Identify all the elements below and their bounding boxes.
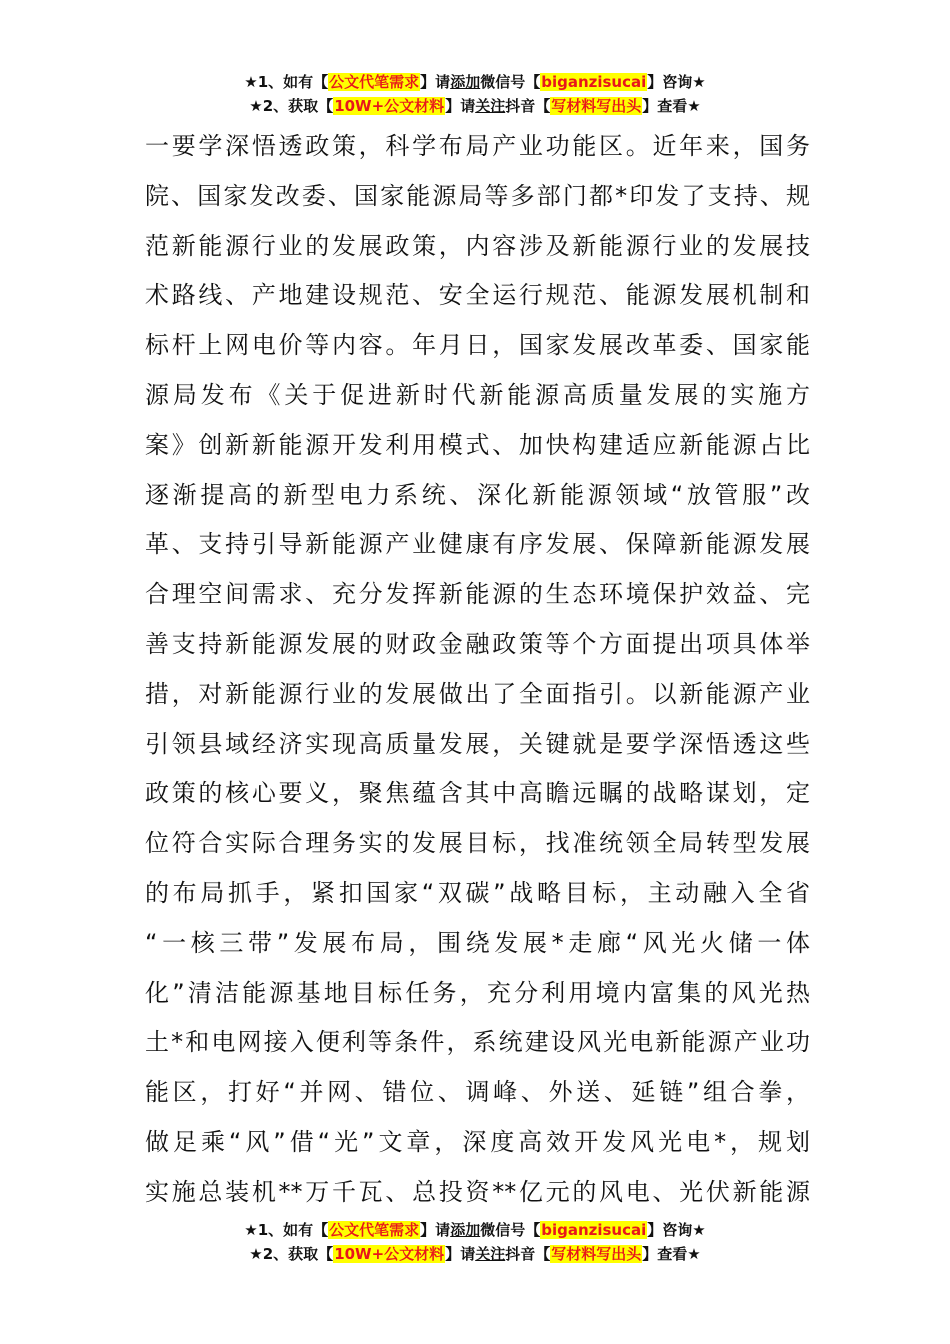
- body-line: 源局发布《关于促进新时代新能源高质量发展的实施方: [145, 380, 810, 409]
- banner-line-2: ★2、获取【10W+公文材料】请关注抖音【写材料写出头】查看★: [249, 97, 701, 115]
- highlight-materials: 10W+公文材料: [334, 1245, 445, 1263]
- header-banner: [0, 70, 950, 118]
- highlight-wechat-id: biganzisucai: [541, 73, 647, 91]
- body-line: 院、国家发改委、国家能源局等多部门都*印发了支持、规: [145, 181, 810, 210]
- body-line: 引领县域经济实现高质量发展，关键就是要学深悟透这些: [145, 729, 810, 758]
- body-line: 措，对新能源行业的发展做出了全面指引。以新能源产业: [145, 679, 810, 708]
- body-line: 一要学深悟透政策，科学布局产业功能区。近年来，国务: [145, 132, 810, 160]
- body-line: “一核三带”发展布局，围绕发展*走廊“风光火储一体: [145, 928, 810, 957]
- body-line: 政策的核心要义，聚焦蕴含其中高瞻远瞩的战略谋划，定: [145, 779, 810, 808]
- body-line: 合理空间需求、充分发挥新能源的生态环境保护效益、完: [145, 580, 810, 609]
- body-line: 化”清洁能源基地目标任务，充分利用境内富集的风光热: [145, 978, 810, 1007]
- highlight-materials: 10W+公文材料: [334, 97, 445, 115]
- body-line: 的布局抓手，紧扣国家“双碳”战略目标，主动融入全省: [145, 878, 810, 907]
- body-line: 案》创新新能源开发利用模式、加快构建适应新能源占比: [145, 430, 810, 459]
- footer-banner: [0, 1218, 950, 1266]
- highlight-wechat-id: biganzisucai: [541, 1221, 647, 1239]
- highlight-service: 公文代笔需求: [329, 1221, 420, 1239]
- document-body: [145, 122, 810, 1218]
- body-line: 能区，打好“并网、错位、调峰、外送、延链”组合拳，: [145, 1078, 810, 1107]
- body-line: 土*和电网接入便利等条件，系统建设风光电新能源产业功: [145, 1028, 810, 1057]
- highlight-service: 公文代笔需求: [329, 73, 420, 91]
- body-line: 范新能源行业的发展政策，内容涉及新能源行业的发展技: [145, 231, 810, 260]
- banner-line-1: ★1、如有【公文代笔需求】请添加微信号【biganzisucai】咨询★: [244, 73, 706, 91]
- body-line: 逐渐提高的新型电力系统、深化新能源领域“放管服”改: [145, 480, 810, 509]
- body-line: 实施总装机**万千瓦、总投资**亿元的风电、光伏新能源: [145, 1177, 810, 1206]
- banner-line-1: ★1、如有【公文代笔需求】请添加微信号【biganzisucai】咨询★: [244, 1221, 706, 1239]
- banner-line-2: ★2、获取【10W+公文材料】请关注抖音【写材料写出头】查看★: [249, 1245, 701, 1263]
- body-line: 术路线、产地建设规范、安全运行规范、能源发展机制和: [145, 281, 810, 310]
- body-line: 做足乘“风”借“光”文章，深度高效开发风光电*，规划: [145, 1127, 810, 1156]
- body-line: 善支持新能源发展的财政金融政策等个方面提出项具体举: [145, 629, 810, 658]
- body-line: 标杆上网电价等内容。年月日，国家发展改革委、国家能: [145, 331, 810, 360]
- highlight-douyin-id: 写材料写出头: [551, 97, 642, 115]
- highlight-douyin-id: 写材料写出头: [551, 1245, 642, 1263]
- body-line: 革、支持引导新能源产业健康有序发展、保障新能源发展: [145, 530, 810, 559]
- body-line: 位符合实际合理务实的发展目标，找准统领全局转型发展: [145, 829, 810, 858]
